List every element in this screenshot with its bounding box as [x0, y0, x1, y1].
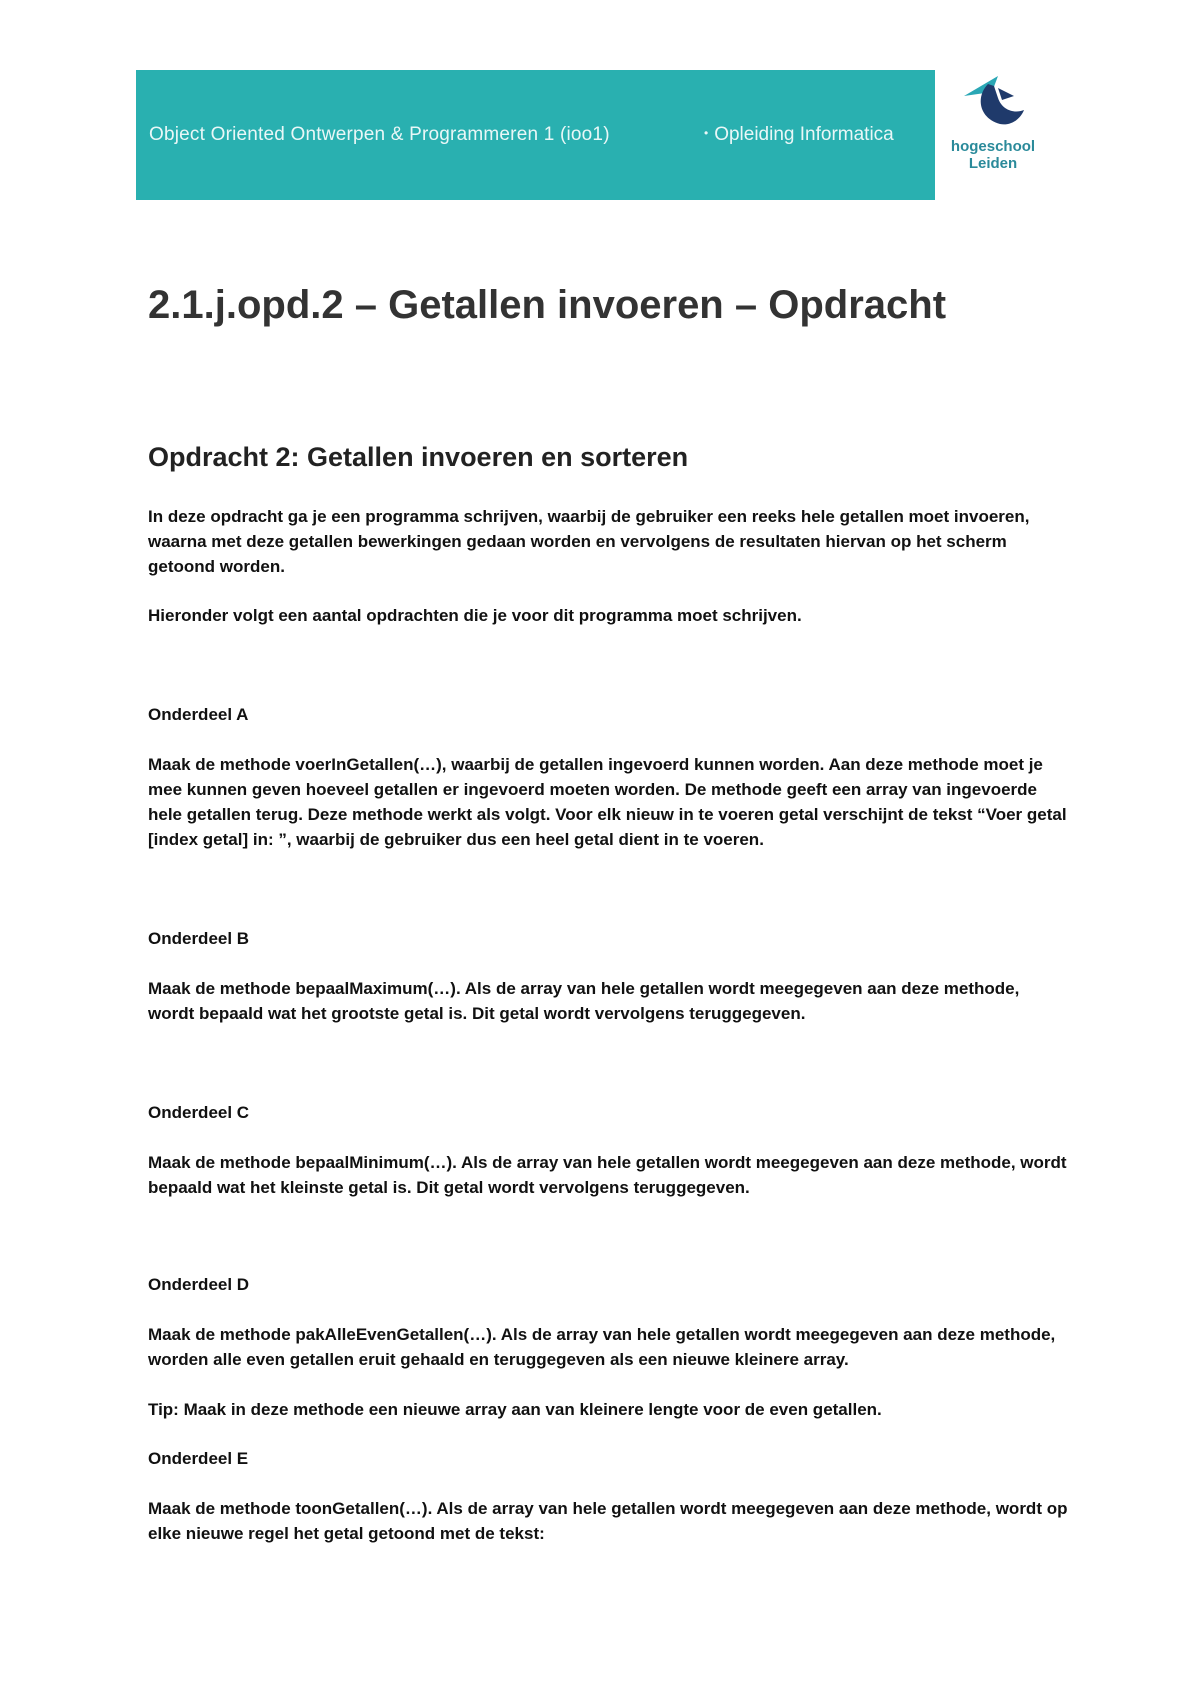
department-label [704, 124, 894, 146]
paragraph-b: Maak de methode bepaalMaximum(…). Als de array van hele getallen wordt meegegeven aan deze methode, wordt bepaald wat het grootste getal is. Dit getal wordt vervolgens teruggegeven. [148, 979, 1020, 1023]
paragraph-a: Maak de methode voerInGetallen(…), waarbij de getallen ingevoerd kunnen worden. Aan deze methode moet je mee kunnen geven hoeveel getallen er ingevoerd moeten worden. De methode geeft een array van ingevoerde hele getallen terug. Deze methode werkt als volgt. Voor elk nieuw in te voeren getal verschijnt de tekst “Voer getal [index getal] in: ”, waarbij de gebruiker dus een heel getal dient in te voeren. [148, 755, 1067, 849]
page-title: 2.1.j.opd.2 – Getallen invoeren – Opdracht [148, 283, 947, 327]
course-title: Object Oriented Ontwerpen & Programmeren 1 (ioo1) [149, 124, 610, 145]
logo-text [950, 138, 1036, 172]
paragraph-c: Maak de methode bepaalMinimum(…). Als de array van hele getallen wordt meegegeven aan deze methode, wordt bepaald wat het kleinste getal is. Dit getal wordt vervolgens teruggegeven. [148, 1153, 1067, 1197]
logo-line-1: hogeschool [950, 138, 1036, 155]
subheading-d: Onderdeel D [148, 1275, 250, 1294]
subheading-c: Onderdeel C [148, 1103, 250, 1122]
paragraph-d: Maak de methode pakAlleEvenGetallen(…). Als de array van hele getallen wordt meegegeven aan deze methode, worden alle even getallen eruit gehaald en teruggegeven als een nieuwe kleinere array. [148, 1325, 1056, 1369]
subheading-b: Onderdeel B [148, 929, 250, 948]
intro-paragraph: In deze opdracht ga je een programma schrijven, waarbij de gebruiker een reeks hele getallen moet invoeren, waarna met deze getallen bewerkingen gedaan worden en vervolgens de resultaten hiervan op het scherm getoond worden. [148, 507, 1030, 576]
subheading-a: Onderdeel A [148, 705, 249, 724]
bullet-glyph: • [704, 126, 709, 140]
bird-icon [958, 74, 1028, 134]
department-text: Opleiding Informatica [714, 124, 894, 145]
overview-paragraph: Hieronder volgt een aantal opdrachten die je voor dit programma moet schrijven. [148, 606, 802, 625]
hogeschool-leiden-logo [950, 74, 1036, 176]
section-title: Opdracht 2: Getallen invoeren en sorteren [148, 442, 689, 472]
subheading-e: Onderdeel E [148, 1449, 249, 1468]
logo-line-2: Leiden [968, 155, 1018, 172]
paragraph-e: Maak de methode toonGetallen(…). Als de array van hele getallen wordt meegegeven aan deze methode, wordt op elke nieuwe regel het getal getoond met de tekst: [148, 1499, 1068, 1543]
tip-paragraph: Tip: Maak in deze methode een nieuwe array aan van kleinere lengte voor de even getallen. [148, 1400, 882, 1419]
header-band [136, 70, 935, 200]
